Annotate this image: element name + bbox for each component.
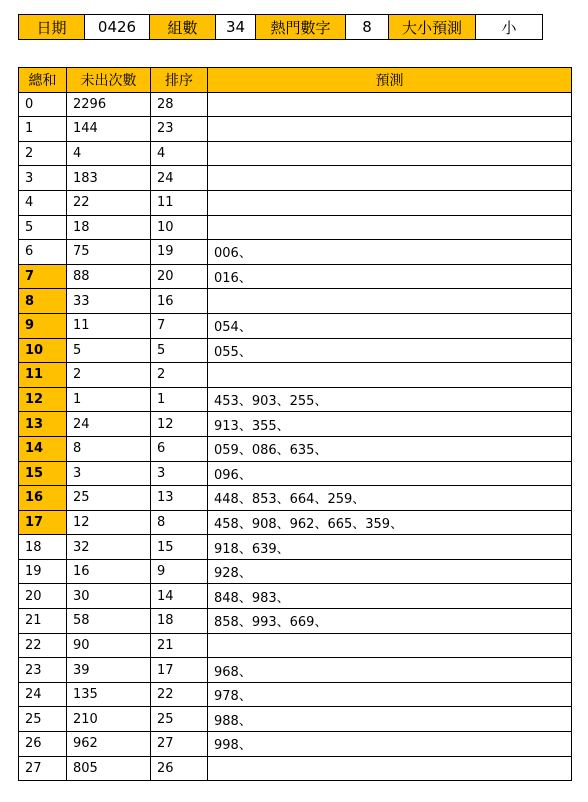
table-row — [19, 732, 572, 757]
date-value: 0426 — [85, 15, 150, 40]
sum-cell: 15 — [19, 461, 67, 486]
group-count-label: 組數 — [150, 15, 216, 40]
rank-cell: 2 — [151, 363, 208, 388]
sum-cell: 20 — [19, 584, 67, 609]
rank-cell: 27 — [151, 732, 208, 757]
size-prediction-label: 大小預測 — [389, 15, 476, 40]
missing-count-cell: 4 — [67, 141, 151, 166]
missing-count-cell: 18 — [67, 215, 151, 240]
table-row — [19, 387, 572, 412]
table-row — [19, 363, 572, 388]
rank-cell: 12 — [151, 412, 208, 437]
sum-cell: 17 — [19, 510, 67, 535]
prediction-cell: 968、 — [208, 658, 572, 683]
sum-cell: 21 — [19, 609, 67, 634]
missing-count-cell: 25 — [67, 486, 151, 511]
rank-cell: 17 — [151, 658, 208, 683]
table-row — [19, 117, 572, 142]
rank-cell: 20 — [151, 264, 208, 289]
hot-number-label: 熱門數字 — [256, 15, 346, 40]
table-row — [19, 215, 572, 240]
prediction-cell: 913、355、 — [208, 412, 572, 437]
table-row — [19, 633, 572, 658]
missing-count-cell: 33 — [67, 289, 151, 314]
table-row — [19, 486, 572, 511]
rank-cell: 1 — [151, 387, 208, 412]
missing-count-cell: 2 — [67, 363, 151, 388]
prediction-cell — [208, 215, 572, 240]
table-row — [19, 289, 572, 314]
missing-count-cell: 11 — [67, 313, 151, 338]
rank-cell: 24 — [151, 166, 208, 191]
sum-cell: 26 — [19, 732, 67, 757]
rank-cell: 13 — [151, 486, 208, 511]
sum-cell: 16 — [19, 486, 67, 511]
table-row — [19, 682, 572, 707]
info-row — [19, 15, 543, 40]
header-prediction: 預測 — [208, 68, 572, 93]
table-row — [19, 313, 572, 338]
missing-count-cell: 58 — [67, 609, 151, 634]
table-row — [19, 141, 572, 166]
prediction-cell — [208, 363, 572, 388]
sum-cell: 2 — [19, 141, 67, 166]
prediction-cell: 055、 — [208, 338, 572, 363]
table-header-row — [19, 68, 572, 93]
info-table — [18, 14, 543, 40]
sum-cell: 1 — [19, 117, 67, 142]
missing-count-cell: 5 — [67, 338, 151, 363]
sum-cell: 23 — [19, 658, 67, 683]
rank-cell: 14 — [151, 584, 208, 609]
sum-cell: 8 — [19, 289, 67, 314]
rank-cell: 8 — [151, 510, 208, 535]
table-row — [19, 240, 572, 265]
table-row — [19, 92, 572, 117]
missing-count-cell: 90 — [67, 633, 151, 658]
rank-cell: 19 — [151, 240, 208, 265]
prediction-cell — [208, 92, 572, 117]
prediction-cell: 918、639、 — [208, 535, 572, 560]
header-rank: 排序 — [151, 68, 208, 93]
table-row — [19, 584, 572, 609]
rank-cell: 26 — [151, 756, 208, 781]
prediction-cell: 453、903、255、 — [208, 387, 572, 412]
missing-count-cell: 2296 — [67, 92, 151, 117]
table-row — [19, 707, 572, 732]
sum-cell: 13 — [19, 412, 67, 437]
table-row — [19, 264, 572, 289]
sum-cell: 19 — [19, 559, 67, 584]
table-body — [19, 92, 572, 781]
prediction-cell: 054、 — [208, 313, 572, 338]
rank-cell: 22 — [151, 682, 208, 707]
header-missing-count: 未出次數 — [67, 68, 151, 93]
rank-cell: 7 — [151, 313, 208, 338]
table-row — [19, 510, 572, 535]
rank-cell: 18 — [151, 609, 208, 634]
missing-count-cell: 30 — [67, 584, 151, 609]
hot-number-value: 8 — [346, 15, 389, 40]
missing-count-cell: 32 — [67, 535, 151, 560]
prediction-cell: 059、086、635、 — [208, 436, 572, 461]
sum-cell: 9 — [19, 313, 67, 338]
missing-count-cell: 75 — [67, 240, 151, 265]
prediction-cell: 096、 — [208, 461, 572, 486]
table-row — [19, 190, 572, 215]
sum-cell: 4 — [19, 190, 67, 215]
prediction-cell — [208, 633, 572, 658]
rank-cell: 9 — [151, 559, 208, 584]
missing-count-cell: 805 — [67, 756, 151, 781]
prediction-cell: 988、 — [208, 707, 572, 732]
table-row — [19, 609, 572, 634]
prediction-cell: 858、993、669、 — [208, 609, 572, 634]
prediction-cell: 848、983、 — [208, 584, 572, 609]
table-row — [19, 436, 572, 461]
rank-cell: 28 — [151, 92, 208, 117]
rank-cell: 21 — [151, 633, 208, 658]
sum-cell: 5 — [19, 215, 67, 240]
rank-cell: 3 — [151, 461, 208, 486]
sum-cell: 25 — [19, 707, 67, 732]
table-row — [19, 658, 572, 683]
table-row — [19, 166, 572, 191]
prediction-cell — [208, 190, 572, 215]
rank-cell: 6 — [151, 436, 208, 461]
sum-cell: 22 — [19, 633, 67, 658]
sum-cell: 7 — [19, 264, 67, 289]
prediction-cell — [208, 289, 572, 314]
sum-cell: 10 — [19, 338, 67, 363]
missing-count-cell: 3 — [67, 461, 151, 486]
sum-cell: 18 — [19, 535, 67, 560]
sum-cell: 11 — [19, 363, 67, 388]
prediction-table — [18, 67, 572, 781]
rank-cell: 4 — [151, 141, 208, 166]
table-row — [19, 559, 572, 584]
sum-cell: 0 — [19, 92, 67, 117]
missing-count-cell: 12 — [67, 510, 151, 535]
sum-cell: 27 — [19, 756, 67, 781]
rank-cell: 16 — [151, 289, 208, 314]
sum-cell: 24 — [19, 682, 67, 707]
prediction-cell — [208, 756, 572, 781]
prediction-cell — [208, 166, 572, 191]
prediction-cell: 998、 — [208, 732, 572, 757]
table-row — [19, 412, 572, 437]
prediction-cell — [208, 117, 572, 142]
table-row — [19, 338, 572, 363]
table-row — [19, 461, 572, 486]
missing-count-cell: 88 — [67, 264, 151, 289]
header-sum: 總和 — [19, 68, 67, 93]
rank-cell: 15 — [151, 535, 208, 560]
table-row — [19, 756, 572, 781]
missing-count-cell: 24 — [67, 412, 151, 437]
prediction-cell: 448、853、664、259、 — [208, 486, 572, 511]
missing-count-cell: 144 — [67, 117, 151, 142]
sum-cell: 6 — [19, 240, 67, 265]
prediction-cell: 016、 — [208, 264, 572, 289]
rank-cell: 25 — [151, 707, 208, 732]
prediction-cell: 928、 — [208, 559, 572, 584]
missing-count-cell: 210 — [67, 707, 151, 732]
sum-cell: 12 — [19, 387, 67, 412]
missing-count-cell: 39 — [67, 658, 151, 683]
prediction-cell: 458、908、962、665、359、 — [208, 510, 572, 535]
prediction-cell — [208, 141, 572, 166]
rank-cell: 11 — [151, 190, 208, 215]
missing-count-cell: 16 — [67, 559, 151, 584]
missing-count-cell: 135 — [67, 682, 151, 707]
date-label: 日期 — [19, 15, 85, 40]
prediction-cell: 006、 — [208, 240, 572, 265]
sum-cell: 3 — [19, 166, 67, 191]
rank-cell: 5 — [151, 338, 208, 363]
table-row — [19, 535, 572, 560]
missing-count-cell: 1 — [67, 387, 151, 412]
sum-cell: 14 — [19, 436, 67, 461]
rank-cell: 23 — [151, 117, 208, 142]
missing-count-cell: 22 — [67, 190, 151, 215]
missing-count-cell: 8 — [67, 436, 151, 461]
prediction-cell: 978、 — [208, 682, 572, 707]
size-prediction-value: 小 — [476, 15, 543, 40]
rank-cell: 10 — [151, 215, 208, 240]
group-count-value: 34 — [216, 15, 256, 40]
missing-count-cell: 183 — [67, 166, 151, 191]
missing-count-cell: 962 — [67, 732, 151, 757]
